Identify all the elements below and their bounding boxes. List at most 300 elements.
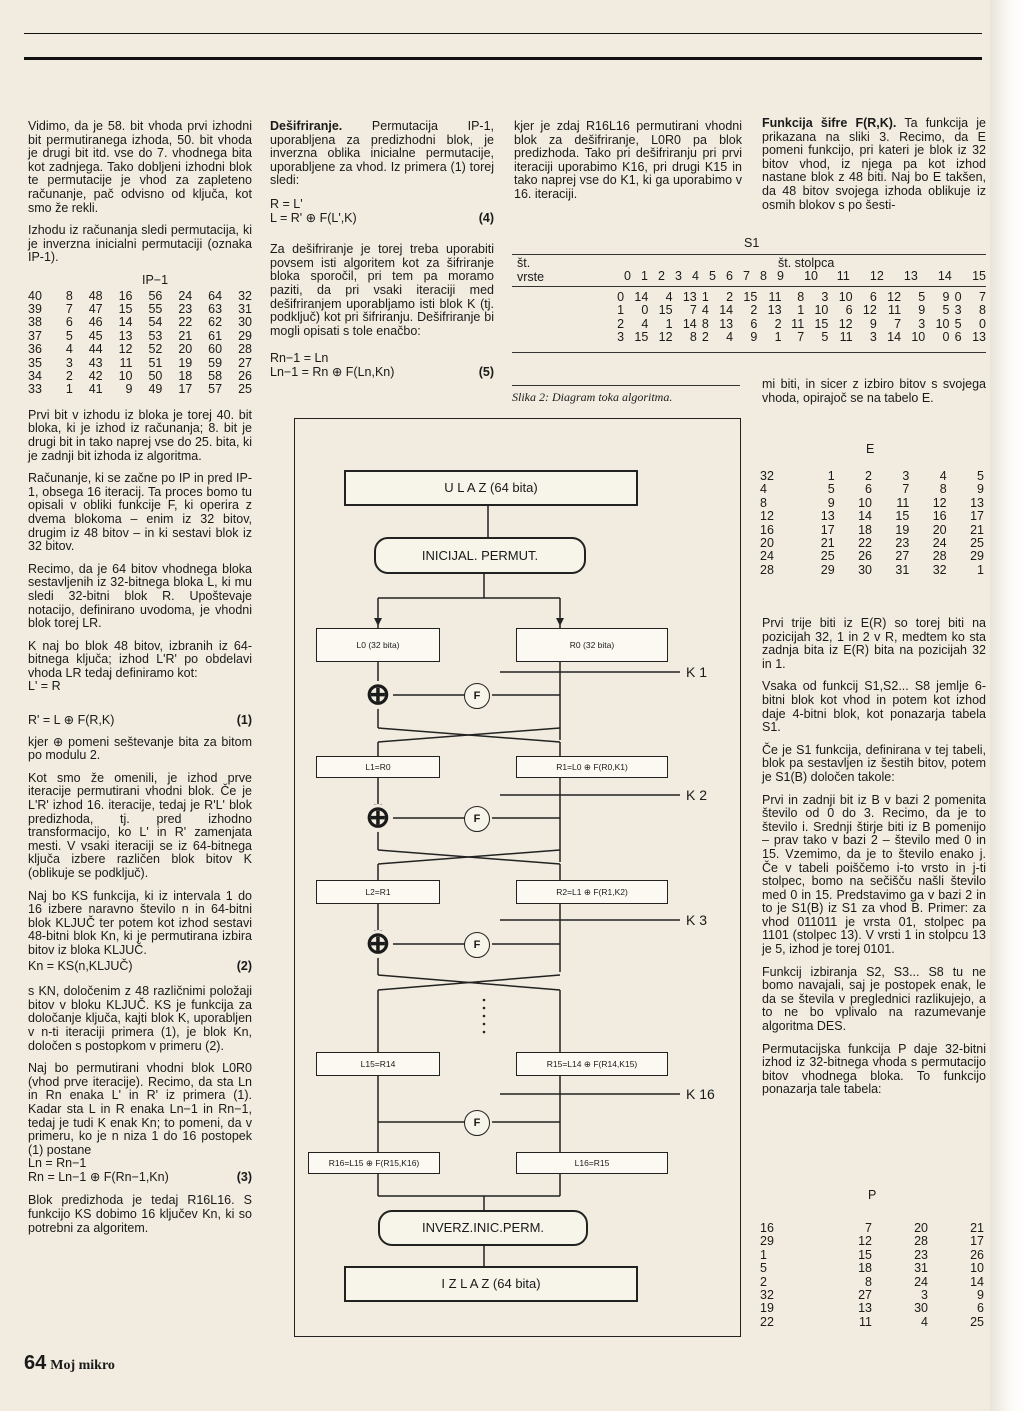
table-cell: 12 bbox=[858, 1234, 872, 1249]
table-cell: 11 bbox=[859, 1314, 872, 1329]
table-cell: 45 bbox=[88, 328, 103, 343]
table-cell: 47 bbox=[88, 301, 103, 316]
table-cell: 8 bbox=[979, 303, 986, 318]
paragraph: Izhodu iz računanja sledi permutacija, ki je inverzna inicialni permutaciji (oznaka IP-1). bbox=[28, 223, 252, 265]
table-cell: 18 bbox=[858, 522, 872, 537]
table-row bbox=[760, 1316, 984, 1329]
l0-box: L0 (32 bita) bbox=[316, 628, 440, 662]
table-cell: 5 bbox=[954, 316, 962, 331]
table-header-cell: 0 bbox=[624, 269, 631, 283]
table-cell: 33 bbox=[28, 382, 42, 397]
table-cell: 21 bbox=[820, 536, 835, 551]
table-cell: 21 bbox=[178, 328, 193, 343]
table-cell: 3 bbox=[902, 469, 910, 483]
table-cell: 30 bbox=[914, 1301, 928, 1316]
table-cell: 5 bbox=[760, 1261, 767, 1276]
page-edge-shadow bbox=[990, 0, 1024, 1411]
table-cell: 31 bbox=[914, 1261, 928, 1276]
table-cell: 8 bbox=[760, 495, 767, 510]
table-cell: 32 bbox=[760, 1288, 774, 1303]
table-cell: 10 bbox=[935, 316, 950, 331]
table-cell: 13 bbox=[118, 328, 133, 343]
equation-text: Kn = KS(n,KLJUČ) bbox=[28, 958, 133, 973]
table-cell: 13 bbox=[972, 330, 986, 345]
table-cell: 29 bbox=[760, 1234, 774, 1249]
table-cell: 1 bbox=[617, 303, 625, 318]
initial-permutation-box: INICIJAL. PERMUT. bbox=[374, 537, 586, 574]
table-cell: 10 bbox=[858, 495, 872, 510]
table-cell: 9 bbox=[977, 1288, 984, 1303]
table-cell: 19 bbox=[760, 1301, 774, 1316]
equation-5a: Rn−1 = Ln bbox=[270, 351, 329, 366]
table-cell: 1 bbox=[797, 303, 805, 318]
table-cell: 14 bbox=[634, 290, 649, 304]
table-cell: 7 bbox=[894, 316, 902, 331]
table-cell: 52 bbox=[148, 342, 163, 357]
paragraph: Permutacijska funkcija P daje 32-bitni izhod iz 32-bitnega vhoda s permutacijo bitov vhodnega bloka. To funkcijo ponazarja tale tabela: bbox=[762, 1041, 986, 1097]
table-cell: 3 bbox=[954, 303, 962, 318]
table-cell: 34 bbox=[28, 368, 42, 383]
table-cell: 8 bbox=[689, 330, 697, 345]
table-cell: 16 bbox=[118, 288, 133, 303]
table-cell: 13 bbox=[682, 290, 697, 304]
table-cell: 57 bbox=[208, 382, 223, 397]
table-row bbox=[760, 497, 984, 510]
paragraph: Blok predizhoda je tedaj R16L16. S funkcijo KS dobimo 16 ključev Kn, ki so potrebni za algoritem. bbox=[28, 1193, 252, 1235]
table-cell: 4 bbox=[65, 342, 73, 357]
table-cell: 28 bbox=[932, 549, 947, 564]
table-cell: 0 bbox=[954, 290, 962, 304]
table-cell: 25 bbox=[970, 1314, 984, 1329]
table-cell: 4 bbox=[665, 290, 673, 304]
table-cell: 13 bbox=[719, 316, 734, 331]
l16-box: L16=R15 bbox=[516, 1152, 668, 1174]
table-cell: 12 bbox=[862, 303, 877, 318]
column-4-lower bbox=[762, 617, 986, 1106]
table-cell: 1 bbox=[760, 1247, 767, 1262]
table-cell: 16 bbox=[760, 522, 774, 537]
equation-1a: L' = R bbox=[28, 679, 61, 694]
table-cell: 13 bbox=[970, 495, 984, 510]
table-cell: 12 bbox=[887, 290, 902, 304]
table-header-cell: 1 bbox=[641, 269, 648, 283]
table-cell: 48 bbox=[88, 288, 103, 303]
paragraph: Prvi in zadnji bit iz B v bazi 2 pomenita število od 0 do 3. Recimo, da je to število i. Srednji štirje biti iz B pomenijo – prav tako v bazi 2 – število med 0 in 15. Vzemimo, da je to število enako j. Če v tabeli poiščemo i-to vrsto in j-ti stolpec, bomo na sečišču našli število med 0 in 15. Predstavimo ga v bazi 2 in to je S1(B) iz S1 za vhod B. Primer: za vhod 011011 je vrsta 01, stolpec pa 1101 (stolpec 13). V vrsti 1 in stolpcu 13 je 5, izhod je torej 0101. bbox=[762, 792, 986, 957]
table-cell: 11 bbox=[896, 495, 910, 510]
table-cell: 14 bbox=[970, 1274, 984, 1289]
table-cell: 18 bbox=[178, 368, 193, 383]
table-cell: 6 bbox=[750, 316, 758, 331]
table-cell: 7 bbox=[797, 330, 805, 345]
key-label-k16: K 16 bbox=[686, 1086, 715, 1102]
table-cell: 20 bbox=[914, 1221, 928, 1235]
paragraph: Naj bo permutirani vhodni blok L0R0 (vhod prve iteracije). Recimo, da sta Ln in Rn enaka L' in R' iz primera (1). Kadar sta L in R enaka Ln−1 in Rn−1, tedaj je tudi K enak Kn; to pomeni, da v primeru, ko je n niza 1 do 16 postopek (1) postane bbox=[28, 1061, 252, 1157]
equation-text: R' = L ⊕ F(R,K) bbox=[28, 713, 115, 728]
table-cell: 51 bbox=[148, 355, 163, 370]
table-cell: 7 bbox=[865, 1221, 872, 1235]
paragraph: K naj bo blok 48 bitov, izbranih iz 64-bitnega ključa; izhod L'R' po obdelavi vhoda LR tedaj definiramo kot: bbox=[28, 638, 252, 680]
table-row bbox=[760, 1249, 984, 1262]
table-cell: 21 bbox=[970, 1221, 984, 1235]
section-heading: Dešifriranje. bbox=[270, 119, 343, 133]
table-cell: 39 bbox=[28, 301, 42, 316]
table-cell: 6 bbox=[869, 290, 877, 304]
section-heading: Funkcija šifre F(R,K). bbox=[762, 116, 897, 130]
table-cell: 14 bbox=[118, 315, 133, 330]
table-cell: 4 bbox=[726, 330, 734, 345]
table-header-cell: 6 bbox=[726, 269, 733, 283]
table-row bbox=[760, 1289, 984, 1302]
table-cell: 9 bbox=[869, 316, 877, 331]
table-header-cell: 8 bbox=[760, 269, 767, 283]
table-cell: 60 bbox=[208, 342, 223, 357]
table-cell: 10 bbox=[970, 1261, 984, 1276]
r16-box: R16=L15 ⊕ F(R15,K16) bbox=[308, 1152, 440, 1174]
equation-text: Rn = Ln−1 ⊕ F(Rn−1,Kn) bbox=[28, 1169, 169, 1184]
table-cell: 56 bbox=[148, 288, 163, 303]
table-cell: 20 bbox=[760, 536, 774, 551]
table-cell: 5 bbox=[942, 303, 950, 318]
table-row bbox=[760, 1262, 984, 1275]
table-cell: 63 bbox=[208, 301, 223, 316]
table-cell: 2 bbox=[65, 368, 73, 383]
table-header-cell: 11 bbox=[836, 269, 850, 283]
table-cell: 0 bbox=[641, 303, 649, 318]
table-cell: 32 bbox=[760, 469, 774, 483]
table-cell: 31 bbox=[238, 301, 252, 316]
paragraph: Vsaka od funkcij S1,S2... S8 jemlje 6-bitni blok kot vhod in potem kot izhod daje 4-bitni blok, kot ponazarja tabela S1. bbox=[762, 679, 986, 735]
table-row bbox=[760, 537, 984, 550]
table-cell: 15 bbox=[634, 330, 649, 345]
table-cell: 1 bbox=[977, 562, 984, 577]
l15-box: L15=R14 bbox=[316, 1052, 440, 1076]
table-cell: 9 bbox=[827, 495, 835, 510]
table-cell: 15 bbox=[658, 303, 673, 318]
paragraph: s KN, določenim z 48 različnimi položaji bitov v bloku KLJUČ. KS je funkcija za določanje ključa, kajti blok K, uporabljen v n-ti iteraciji primera (1), je blok Kn, določen s postopkom v primeru (2). bbox=[28, 984, 252, 1053]
equation-number: (5) bbox=[478, 364, 494, 379]
table-cell: 27 bbox=[238, 355, 252, 370]
table-cell: 23 bbox=[895, 536, 910, 551]
s1-column-label: št. stolpca bbox=[778, 256, 835, 270]
table-cell: 2 bbox=[774, 316, 782, 331]
table-cell: 3 bbox=[921, 1288, 928, 1303]
table-cell: 2 bbox=[760, 1274, 767, 1289]
table-cell: 22 bbox=[858, 536, 872, 551]
table-header-cell: 4 bbox=[692, 269, 699, 283]
table-cell: 9 bbox=[750, 330, 758, 345]
ip-inverse-title: IP−1 bbox=[141, 272, 169, 287]
page-footer bbox=[24, 1352, 115, 1375]
output-box: I Z L A Z (64 bita) bbox=[344, 1266, 638, 1302]
table-cell: 8 bbox=[939, 482, 947, 497]
table-cell: 17 bbox=[178, 382, 193, 397]
table-cell: 17 bbox=[970, 509, 984, 524]
table-cell: 12 bbox=[760, 509, 774, 524]
table-cell: 0 bbox=[942, 330, 950, 345]
table-row bbox=[760, 1302, 984, 1315]
table-cell: 10 bbox=[838, 290, 853, 304]
table-cell: 24 bbox=[178, 288, 193, 303]
equation-text: Ln−1 = Rn ⊕ F(Ln,Kn) bbox=[270, 364, 395, 379]
table-cell: 21 bbox=[970, 522, 984, 537]
paragraph: Recimo, da je 64 bitov vhodnega bloka sestavljenih iz 32-bitnega bloka L, ki mu sledi 32-bitni blok R. Upoštevaje notacijo, definirano uvodoma, je vhodni blok torej LR. bbox=[28, 561, 252, 631]
s1-title: S1 bbox=[744, 236, 760, 250]
table-cell: 25 bbox=[820, 549, 835, 564]
table-cell: 13 bbox=[767, 303, 782, 318]
paragraph: Kot smo že omenili, je izhod prve iteracije permutirani vhodni blok. Če je L'R' izhod 16. iteracije, tedaj je R'L' blok predizhoda, tj. pred izhodno transformacijo, ko L' in R' zamenjata mesti. V vsaki iteraciji se iz 64-bitnega ključa izbere različen blok bitov K (oblikuje se podključ). bbox=[28, 770, 252, 880]
table-cell: 3 bbox=[617, 330, 625, 345]
table-cell: 7 bbox=[902, 482, 910, 497]
table-cell: 46 bbox=[88, 315, 103, 330]
table-cell: 1 bbox=[774, 330, 782, 345]
p-table bbox=[760, 1222, 984, 1329]
inverse-permutation-box: INVERZ.INIC.PERM. bbox=[378, 1210, 588, 1246]
magazine-name: Moj mikro bbox=[50, 1358, 115, 1373]
table-cell: 14 bbox=[719, 303, 734, 318]
table-header-cell: 14 bbox=[937, 269, 952, 283]
r0-box: R0 (32 bita) bbox=[516, 628, 668, 662]
table-cell: 10 bbox=[118, 368, 133, 383]
table-cell: 29 bbox=[238, 328, 252, 343]
table-header-cell: 12 bbox=[869, 269, 884, 283]
table-cell: 50 bbox=[148, 368, 163, 383]
table-cell: 5 bbox=[65, 328, 73, 343]
table-cell: 6 bbox=[865, 482, 872, 497]
column-4-continued bbox=[762, 378, 986, 414]
table-row bbox=[760, 524, 984, 537]
table-cell: 5 bbox=[827, 482, 835, 497]
table-cell: 17 bbox=[970, 1234, 984, 1249]
table-cell: 30 bbox=[238, 315, 252, 330]
table-cell: 10 bbox=[911, 330, 926, 345]
table-cell: 5 bbox=[821, 330, 829, 345]
table-cell: 20 bbox=[932, 522, 947, 537]
e-table bbox=[760, 470, 984, 577]
xor-symbol: ⊕ bbox=[365, 801, 391, 834]
table-cell: 25 bbox=[970, 536, 984, 551]
table-cell: 14 bbox=[858, 509, 872, 524]
table-cell: 29 bbox=[820, 562, 835, 577]
table-cell: 3 bbox=[918, 316, 926, 331]
table-cell: 11 bbox=[791, 316, 805, 331]
key-label-k2: K 2 bbox=[686, 787, 708, 803]
table-cell: 36 bbox=[28, 342, 42, 357]
table-cell: 9 bbox=[977, 482, 984, 497]
table-cell: 12 bbox=[118, 342, 133, 357]
r15-box: R15=L14 ⊕ F(R14,K15) bbox=[516, 1052, 668, 1076]
paragraph: Če je S1 funkcija, definirana v tej tabeli, blok pa sestavljen iz šestih bitov, potem je S1(B) določen takole: bbox=[762, 742, 986, 784]
table-cell: 13 bbox=[820, 509, 835, 524]
table-cell: 4 bbox=[701, 303, 709, 318]
table-header-cell: 10 bbox=[804, 269, 819, 283]
e-table-title: E bbox=[866, 442, 875, 456]
table-cell: 27 bbox=[895, 549, 910, 564]
table-cell: 12 bbox=[658, 330, 673, 345]
table-cell: 8 bbox=[701, 316, 709, 331]
table-cell: 19 bbox=[178, 355, 193, 370]
table-cell: 13 bbox=[858, 1301, 872, 1316]
table-cell: 6 bbox=[977, 1301, 984, 1316]
table-cell: 58 bbox=[208, 368, 223, 383]
table-cell: 37 bbox=[28, 328, 42, 343]
table-cell: 7 bbox=[65, 301, 73, 316]
table-cell: 8 bbox=[65, 288, 73, 303]
table-cell: 19 bbox=[895, 522, 910, 537]
xor-symbol: ⊕ bbox=[365, 678, 391, 711]
table-header-cell: 7 bbox=[743, 269, 750, 283]
table-cell: 11 bbox=[768, 290, 782, 304]
table-cell: 35 bbox=[28, 355, 42, 370]
table-cell: 38 bbox=[28, 315, 42, 330]
paragraph: Prvi trije biti iz E(R) so torej biti na pozicijah 32, 1 in 2 v R, medtem ko sta zadnja bita iz E(R) bita na pozicijah 32 in 1. bbox=[762, 616, 986, 671]
s1-row-label-2: vrste bbox=[517, 270, 545, 284]
table-cell: 4 bbox=[641, 316, 649, 331]
table-cell: 24 bbox=[760, 549, 774, 564]
table-cell: 1 bbox=[827, 469, 835, 483]
table-cell: 2 bbox=[726, 290, 734, 304]
table-cell: 3 bbox=[869, 330, 877, 345]
f-function: F bbox=[464, 806, 490, 832]
table-cell: 11 bbox=[888, 303, 902, 318]
table-cell: 16 bbox=[760, 1221, 774, 1235]
table-cell: 40 bbox=[28, 288, 42, 303]
xor-symbol: ⊕ bbox=[365, 927, 391, 960]
l1-box: L1=R0 bbox=[316, 756, 440, 778]
table-cell: 31 bbox=[895, 562, 910, 577]
table-cell: 49 bbox=[148, 382, 163, 397]
table-cell: 54 bbox=[148, 315, 163, 330]
table-row bbox=[760, 483, 984, 496]
table-cell: 14 bbox=[682, 316, 697, 331]
paragraph: Prvi bit v izhodu iz bloka je torej 40. bit bloka, ki je izhod iz računanja; 8. bit je drugi bit in tako naprej vse do 25. bita, ki je zadnji bit izhoda iz algoritma. bbox=[28, 407, 252, 463]
paragraph-text: Permutacija IP-1, uporabljena za predizhodni blok, je inverzna oblika inicialne permutacije, uporabljene za vhod. Iz primera (1) torej sledi: bbox=[270, 119, 494, 188]
table-cell: 64 bbox=[208, 288, 223, 303]
table-cell: 3 bbox=[65, 355, 73, 370]
table-cell: 2 bbox=[617, 316, 625, 331]
table-cell: 9 bbox=[125, 382, 133, 397]
paragraph: Računanje, ki se začne po IP in pred IP-1, obsega 16 iteracij. Ta proces bomo tu opisali v obliki funkcije F, ki operira z dvema blokoma – enim iz 32 bitov, drugim iz 48 bitov – in ki sestavi blok iz 32 bitov. bbox=[28, 471, 252, 554]
table-cell: 9 bbox=[942, 290, 950, 304]
table-row bbox=[760, 1276, 984, 1289]
table-cell: 5 bbox=[977, 469, 984, 483]
table-cell: 15 bbox=[895, 509, 910, 524]
table-cell: 2 bbox=[750, 303, 758, 318]
table-cell: 5 bbox=[918, 290, 926, 304]
table-row bbox=[760, 1235, 984, 1248]
table-cell: 20 bbox=[178, 342, 193, 357]
table-cell: 62 bbox=[208, 315, 223, 330]
table-cell: 18 bbox=[858, 1261, 872, 1276]
table-cell: 32 bbox=[932, 562, 947, 577]
table-cell: 8 bbox=[797, 290, 805, 304]
table-cell: 2 bbox=[701, 330, 709, 345]
table-cell: 10 bbox=[814, 303, 829, 318]
table-cell: 1 bbox=[65, 382, 73, 397]
table-cell: 15 bbox=[814, 316, 829, 331]
table-cell: 28 bbox=[238, 342, 252, 357]
table-header-cell: 9 bbox=[777, 269, 784, 283]
table-cell: 4 bbox=[760, 482, 767, 497]
table-cell: 6 bbox=[954, 330, 962, 345]
f-function: F bbox=[464, 932, 490, 958]
table-cell: 15 bbox=[118, 301, 133, 316]
table-cell: 55 bbox=[148, 301, 163, 316]
f-function: F bbox=[464, 683, 490, 709]
table-row bbox=[760, 510, 984, 523]
table-header-cell: 15 bbox=[972, 269, 986, 283]
table-cell: 6 bbox=[845, 303, 853, 318]
table-cell: 24 bbox=[932, 536, 947, 551]
input-box: U L A Z (64 bita) bbox=[344, 470, 638, 506]
equation-number: (1) bbox=[236, 713, 252, 728]
table-cell: 4 bbox=[939, 469, 947, 483]
table-cell: 32 bbox=[238, 288, 252, 303]
table-cell: 12 bbox=[932, 495, 947, 510]
table-cell: 12 bbox=[838, 316, 853, 331]
table-cell: 1 bbox=[665, 316, 673, 331]
r1-box: R1=L0 ⊕ F(R0,K1) bbox=[516, 756, 668, 778]
page-number: 64 bbox=[24, 1352, 47, 1374]
table-header-cell: 13 bbox=[903, 269, 918, 283]
table-cell: 44 bbox=[88, 342, 103, 357]
table-cell: 14 bbox=[887, 330, 902, 345]
paragraph: kjer je zdaj R16L16 permutirani vhodni blok za dešifriranje, L0R0 pa blok predizhoda. Tako pri dešifriranju pri prvi iteraciji uporabimo K16, pri drugi K15 in tako naprej vse do K1, ki ga uporabimo v 16. iteraciji. bbox=[514, 119, 742, 201]
table-row bbox=[760, 550, 984, 563]
table-cell: 43 bbox=[88, 355, 103, 370]
paragraph: Vidimo, da je 58. bit vhoda prvi izhodni bit permutiranega izhoda, 50. bit vhoda je drugi bit itd. vse do 7. vhodnega bita kot zadnjega. Tako dobljeni izhodni blok te permutacije je vhod za zapleteno računanje, pač odvisno od ključa, kot smo že rekli. bbox=[28, 119, 252, 215]
s1-row-label-1: št. bbox=[517, 256, 531, 270]
table-header-cell: 3 bbox=[675, 269, 682, 283]
table-cell: 28 bbox=[914, 1234, 928, 1249]
paragraph: Za dešifriranje je torej treba uporabiti povsem isti algoritem kot za šifriranje bloka sporočil, pri tem pa moramo paziti, da pri vsaki iteraciji med dešifriranjem uporabljamo isti blok K (tj. podključ) kot pri šifriranju. Dešifriranje bi mogli opisati s tole enačbo: bbox=[270, 242, 494, 338]
table-cell: 24 bbox=[914, 1274, 928, 1289]
table-cell: 15 bbox=[858, 1247, 872, 1262]
table-cell: 15 bbox=[743, 290, 758, 304]
f-function: F bbox=[464, 1110, 490, 1136]
table-row bbox=[760, 1222, 984, 1235]
l2-box: L2=R1 bbox=[316, 880, 440, 904]
table-cell: 26 bbox=[970, 1247, 984, 1262]
equation-number: (3) bbox=[236, 1169, 252, 1184]
table-cell: 0 bbox=[979, 316, 986, 331]
p-table-title: P bbox=[868, 1188, 877, 1202]
table-cell: 61 bbox=[208, 328, 223, 343]
table-row bbox=[760, 470, 984, 483]
table-cell: 11 bbox=[839, 330, 853, 345]
table-cell: 3 bbox=[821, 290, 829, 304]
table-cell: 30 bbox=[858, 562, 872, 577]
table-cell: 9 bbox=[918, 303, 926, 318]
table-cell: 1 bbox=[701, 290, 709, 304]
paragraph: Naj bo KS funkcija, ki iz intervala 1 do 16 izbere naravno število n in 64-bitni blok KLJUČ ter potem kot izhod sestavi 48-bitni blok Kn, ki je permutirana izbira bitov iz bloka KLJUČ. bbox=[28, 888, 252, 957]
table-cell: 7 bbox=[689, 303, 697, 318]
table-cell: 59 bbox=[208, 355, 223, 370]
table-cell: 4 bbox=[921, 1314, 928, 1329]
paragraph-text: Ta funkcija je prikazana na sliki 3. Recimo, da E pomeni funkcijo, pri kateri je blok iz 32 bitov vhod, iz njega pa kot izhod nastane blok z 48 biti. Naj bo E takšen, da 48 bitov svojega izhoda oblikuje iz osmih blokov s po šesti- bbox=[762, 116, 986, 212]
table-cell: 41 bbox=[88, 382, 103, 397]
table-cell: 27 bbox=[858, 1288, 872, 1303]
table-cell: 16 bbox=[932, 509, 947, 524]
equation-4a: R = L' bbox=[270, 196, 303, 211]
equation-number: (4) bbox=[478, 210, 494, 225]
paragraph: Funkcij izbiranja S2, S3... S8 tu ne bomo navajali, saj je postopek enak, le da se števila v preglednici razlikujejo, a to ne bo vplivalo na razumevanje algoritma DES. bbox=[762, 964, 986, 1034]
paragraph: mi biti, in sicer z izbiro bitov s svojega vhoda, opirajoč se na tabelo E. bbox=[762, 377, 986, 405]
table-cell: 2 bbox=[865, 469, 872, 483]
table-cell: 22 bbox=[760, 1314, 774, 1329]
equation-number: (2) bbox=[236, 958, 252, 973]
table-cell: 22 bbox=[178, 315, 193, 330]
table-cell: 42 bbox=[88, 368, 103, 383]
